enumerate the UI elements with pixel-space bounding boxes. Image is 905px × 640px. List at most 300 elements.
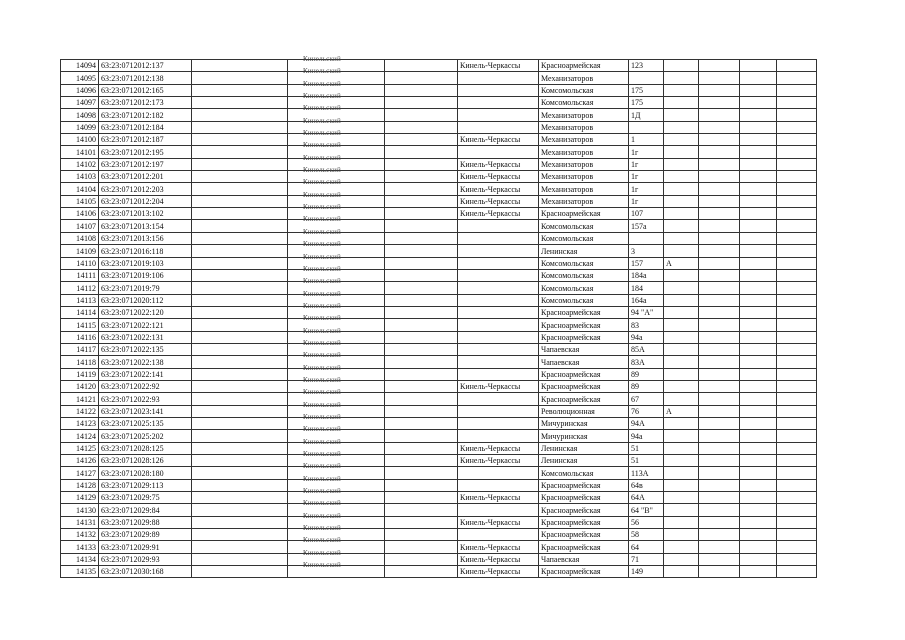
empty-cell [385,158,458,170]
table-row [61,492,817,504]
district-cell [288,561,385,578]
district-label: Кинельский [303,450,341,458]
house-number-cell: 157 [629,257,664,269]
table-row [61,220,817,232]
house-number-cell: 51 [629,455,664,467]
district-label: Кинельский [303,536,341,545]
empty-cell [740,195,777,207]
empty-cell [740,356,777,368]
empty-cell [699,158,740,170]
building-cell [664,232,699,244]
street-cell: Комсомольская [539,257,629,269]
empty-cell [192,220,288,232]
empty-cell [192,430,288,442]
building-cell [664,72,699,84]
empty-cell [699,294,740,306]
empty-cell [740,121,777,133]
empty-cell [777,208,817,220]
settlement-cell: Кинель-Черкассы [458,208,539,220]
record-number: 14098 [61,109,99,121]
street-cell: Красноармейская [539,479,629,491]
cadastral-number: 63:23:0712029:75 [99,492,192,504]
street-cell: Красноармейская [539,566,629,578]
empty-cell [699,121,740,133]
building-cell [664,331,699,343]
empty-cell [777,504,817,516]
empty-cell [192,343,288,355]
settlement-cell [458,405,539,417]
empty-cell [777,121,817,133]
house-number-cell: 1 [629,134,664,146]
table-row [61,331,817,343]
empty-cell [777,380,817,392]
empty-cell [777,60,817,72]
empty-cell [699,282,740,294]
table-row [61,257,817,269]
empty-cell [385,84,458,96]
street-cell: Комсомольская [539,282,629,294]
settlement-cell [458,232,539,244]
record-number: 14116 [61,331,99,343]
street-cell: Красноармейская [539,492,629,504]
empty-cell [192,97,288,109]
empty-cell [777,245,817,257]
settlement-cell: Кинель-Черкассы [458,158,539,170]
street-cell: Красноармейская [539,331,629,343]
empty-cell [699,232,740,244]
table-row [61,183,817,195]
table-row [61,195,817,207]
empty-cell [385,343,458,355]
building-cell [664,220,699,232]
empty-cell [740,529,777,541]
empty-cell [777,306,817,318]
district-label: Кинельский [303,240,341,249]
settlement-cell [458,97,539,109]
building-cell [664,356,699,368]
building-cell [664,97,699,109]
empty-cell [385,72,458,84]
settlement-cell [458,282,539,294]
table-row [61,356,817,368]
record-number: 14097 [61,97,99,109]
house-number-cell: 175 [629,84,664,96]
building-cell [664,269,699,281]
empty-cell [699,171,740,183]
building-cell [664,467,699,479]
cadastral-number: 63:23:0712029:88 [99,516,192,528]
empty-cell [385,306,458,318]
settlement-cell: Кинель-Черкассы [458,183,539,195]
empty-cell [699,356,740,368]
empty-cell [192,380,288,392]
building-cell [664,306,699,318]
house-number-cell: 51 [629,442,664,454]
district-label: Кинельский [303,561,341,570]
table-row [61,430,817,442]
empty-cell [777,319,817,331]
record-number: 14119 [61,368,99,380]
building-cell [664,134,699,146]
empty-cell [740,171,777,183]
building-cell [664,492,699,504]
empty-cell [385,467,458,479]
building-cell [664,541,699,553]
building-cell [664,121,699,133]
house-number-cell: 107 [629,208,664,220]
street-cell: Механизаторов [539,195,629,207]
house-number-cell: 1г [629,146,664,158]
empty-cell [777,183,817,195]
street-cell: Красноармейская [539,393,629,405]
house-number-cell: 164а [629,294,664,306]
district-label: Кинельский [303,388,341,397]
record-number: 14128 [61,479,99,491]
empty-cell [192,566,288,578]
district-label: Кинельский [303,412,341,421]
street-cell: Красноармейская [539,529,629,541]
table-row [61,72,817,84]
empty-cell [740,146,777,158]
house-number-cell: 3 [629,245,664,257]
building-cell [664,442,699,454]
empty-cell [192,294,288,306]
record-number: 14109 [61,245,99,257]
building-cell [664,504,699,516]
empty-cell [699,319,740,331]
empty-cell [699,368,740,380]
settlement-cell: Кинель-Черкассы [458,492,539,504]
cadastral-number: 63:23:0712029:84 [99,504,192,516]
empty-cell [777,72,817,84]
building-cell [664,171,699,183]
empty-cell [192,467,288,479]
cadastral-number: 63:23:0712019:103 [99,257,192,269]
empty-cell [385,455,458,467]
empty-cell [740,492,777,504]
house-number-cell [629,72,664,84]
empty-cell [385,208,458,220]
empty-cell [192,541,288,553]
settlement-cell [458,331,539,343]
district-label: Кинельский [303,289,341,298]
record-number: 14134 [61,553,99,565]
settlement-cell [458,245,539,257]
cadastral-number: 63:23:0712022:131 [99,331,192,343]
district-label: Кинельский [303,548,341,557]
empty-cell [192,183,288,195]
empty-cell [699,208,740,220]
district-label: Кинельский [303,79,341,88]
table-row [61,171,817,183]
empty-cell [699,306,740,318]
table-row [61,417,817,429]
empty-cell [740,541,777,553]
settlement-cell: Кинель-Черкассы [458,566,539,578]
cadastral-number: 63:23:0712022:121 [99,319,192,331]
empty-cell [385,97,458,109]
empty-cell [385,146,458,158]
empty-cell [385,294,458,306]
settlement-cell [458,504,539,516]
cadastral-number: 63:23:0712012:197 [99,158,192,170]
empty-cell [699,516,740,528]
empty-cell [699,442,740,454]
building-cell [664,245,699,257]
empty-cell [740,516,777,528]
empty-cell [777,529,817,541]
record-number: 14132 [61,529,99,541]
empty-cell [192,195,288,207]
empty-cell [192,146,288,158]
cadastral-number: 63:23:0712028:126 [99,455,192,467]
building-cell [664,195,699,207]
cadastral-number: 63:23:0712025:202 [99,430,192,442]
building-cell [664,183,699,195]
district-label: Кинельский [303,375,341,384]
building-cell [664,158,699,170]
empty-cell [192,529,288,541]
record-number: 14100 [61,134,99,146]
empty-cell [699,60,740,72]
settlement-cell [458,356,539,368]
empty-cell [777,84,817,96]
empty-cell [192,405,288,417]
district-label: Кинельский [303,67,341,76]
table-row [61,405,817,417]
empty-cell [385,121,458,133]
settlement-cell: Кинель-Черкассы [458,541,539,553]
empty-cell [777,356,817,368]
district-label: Кинельский [303,116,341,125]
table-row [61,455,817,467]
district-label: Кинельский [303,524,341,533]
table-row [61,306,817,318]
empty-cell [777,479,817,491]
district-label: Кинельский [303,462,341,471]
record-number: 14094 [61,60,99,72]
record-number: 14111 [61,269,99,281]
building-cell [664,109,699,121]
record-number: 14133 [61,541,99,553]
building-cell [664,516,699,528]
empty-cell [740,72,777,84]
settlement-cell: Кинель-Черкассы [458,171,539,183]
house-number-cell: 1Д [629,109,664,121]
empty-cell [699,455,740,467]
street-cell: Комсомольская [539,84,629,96]
cadastral-number: 63:23:0712012:173 [99,97,192,109]
district-label: Кинельский [303,166,341,175]
empty-cell [385,393,458,405]
empty-cell [699,529,740,541]
district-label: Кинельский [303,227,341,236]
house-number-cell: 64А [629,492,664,504]
table-row [61,479,817,491]
record-number: 14113 [61,294,99,306]
record-number: 14104 [61,183,99,195]
record-number: 14125 [61,442,99,454]
record-number: 14107 [61,220,99,232]
table-row [61,467,817,479]
empty-cell [699,195,740,207]
empty-cell [777,109,817,121]
district-label: Кинельский [303,437,341,446]
empty-cell [192,171,288,183]
district-label: Кинельский [303,425,341,434]
street-cell: Механизаторов [539,72,629,84]
empty-cell [699,134,740,146]
settlement-cell [458,146,539,158]
empty-cell [192,208,288,220]
street-cell: Комсомольская [539,232,629,244]
settlement-cell [458,294,539,306]
record-number: 14126 [61,455,99,467]
record-number: 14112 [61,282,99,294]
empty-cell [699,492,740,504]
table-row [61,134,817,146]
settlement-cell [458,109,539,121]
house-number-cell: 123 [629,60,664,72]
cadastral-number: 63:23:0712012:184 [99,121,192,133]
table-row [61,529,817,541]
table-row [61,541,817,553]
street-cell: Чапаевская [539,356,629,368]
empty-cell [740,442,777,454]
empty-cell [777,97,817,109]
settlement-cell [458,417,539,429]
house-number-cell: 64 "В" [629,504,664,516]
empty-cell [740,269,777,281]
empty-cell [740,97,777,109]
street-cell: Комсомольская [539,220,629,232]
empty-cell [740,134,777,146]
empty-cell [740,109,777,121]
empty-cell [777,430,817,442]
district-label: Кинельский [303,326,341,335]
empty-cell [699,566,740,578]
house-number-cell: 85А [629,343,664,355]
house-number-cell: 149 [629,566,664,578]
empty-cell [385,356,458,368]
empty-cell [192,368,288,380]
table-row [61,368,817,380]
house-number-cell: 58 [629,529,664,541]
empty-cell [777,269,817,281]
empty-cell [699,269,740,281]
table-row [61,208,817,220]
record-number: 14120 [61,380,99,392]
settlement-cell [458,529,539,541]
settlement-cell [458,220,539,232]
empty-cell [192,72,288,84]
house-number-cell: 94а [629,430,664,442]
building-cell [664,343,699,355]
empty-cell [385,245,458,257]
house-number-cell: 175 [629,97,664,109]
record-number: 14135 [61,566,99,578]
cadastral-number: 63:23:0712020:112 [99,294,192,306]
empty-cell [777,492,817,504]
building-cell [664,60,699,72]
house-number-cell: 89 [629,380,664,392]
empty-cell [777,405,817,417]
empty-cell [777,393,817,405]
settlement-cell [458,393,539,405]
record-number: 14101 [61,146,99,158]
empty-cell [777,146,817,158]
cadastral-number: 63:23:0712029:91 [99,541,192,553]
table-row [61,232,817,244]
table-row [61,84,817,96]
empty-cell [699,183,740,195]
street-cell: Красноармейская [539,306,629,318]
cadastral-number: 63:23:0712012:138 [99,72,192,84]
empty-cell [740,84,777,96]
settlement-cell [458,306,539,318]
table-row [61,294,817,306]
district-label: Кинельский [303,363,341,372]
street-cell: Мичуринская [539,417,629,429]
empty-cell [740,417,777,429]
empty-cell [385,60,458,72]
empty-cell [385,504,458,516]
empty-cell [740,393,777,405]
settlement-cell [458,343,539,355]
empty-cell [699,343,740,355]
street-cell: Красноармейская [539,60,629,72]
street-cell: Ленинская [539,245,629,257]
record-number: 14118 [61,356,99,368]
table-row [61,121,817,133]
empty-cell [740,455,777,467]
street-cell: Механизаторов [539,171,629,183]
settlement-cell [458,368,539,380]
table-row [61,504,817,516]
empty-cell [777,331,817,343]
house-number-cell [629,232,664,244]
building-cell [664,479,699,491]
empty-cell [740,245,777,257]
settlement-cell [458,467,539,479]
empty-cell [385,171,458,183]
street-cell: Революционная [539,405,629,417]
empty-cell [192,158,288,170]
district-label: Кинельский [303,351,341,360]
cadastral-number: 63:23:0712012:201 [99,171,192,183]
empty-cell [740,504,777,516]
house-number-cell: 157а [629,220,664,232]
empty-cell [740,467,777,479]
record-number: 14131 [61,516,99,528]
district-label: Кинельский [303,487,341,496]
empty-cell [192,257,288,269]
house-number-cell: 113А [629,467,664,479]
records-table [60,55,817,578]
empty-cell [192,516,288,528]
empty-cell [192,553,288,565]
empty-cell [699,245,740,257]
empty-cell [740,405,777,417]
empty-cell [385,319,458,331]
empty-cell [385,405,458,417]
empty-cell [777,134,817,146]
empty-cell [777,566,817,578]
cadastral-number: 63:23:0712022:120 [99,306,192,318]
cadastral-number: 63:23:0712013:102 [99,208,192,220]
empty-cell [777,516,817,528]
district-label: Кинельский [303,55,341,63]
